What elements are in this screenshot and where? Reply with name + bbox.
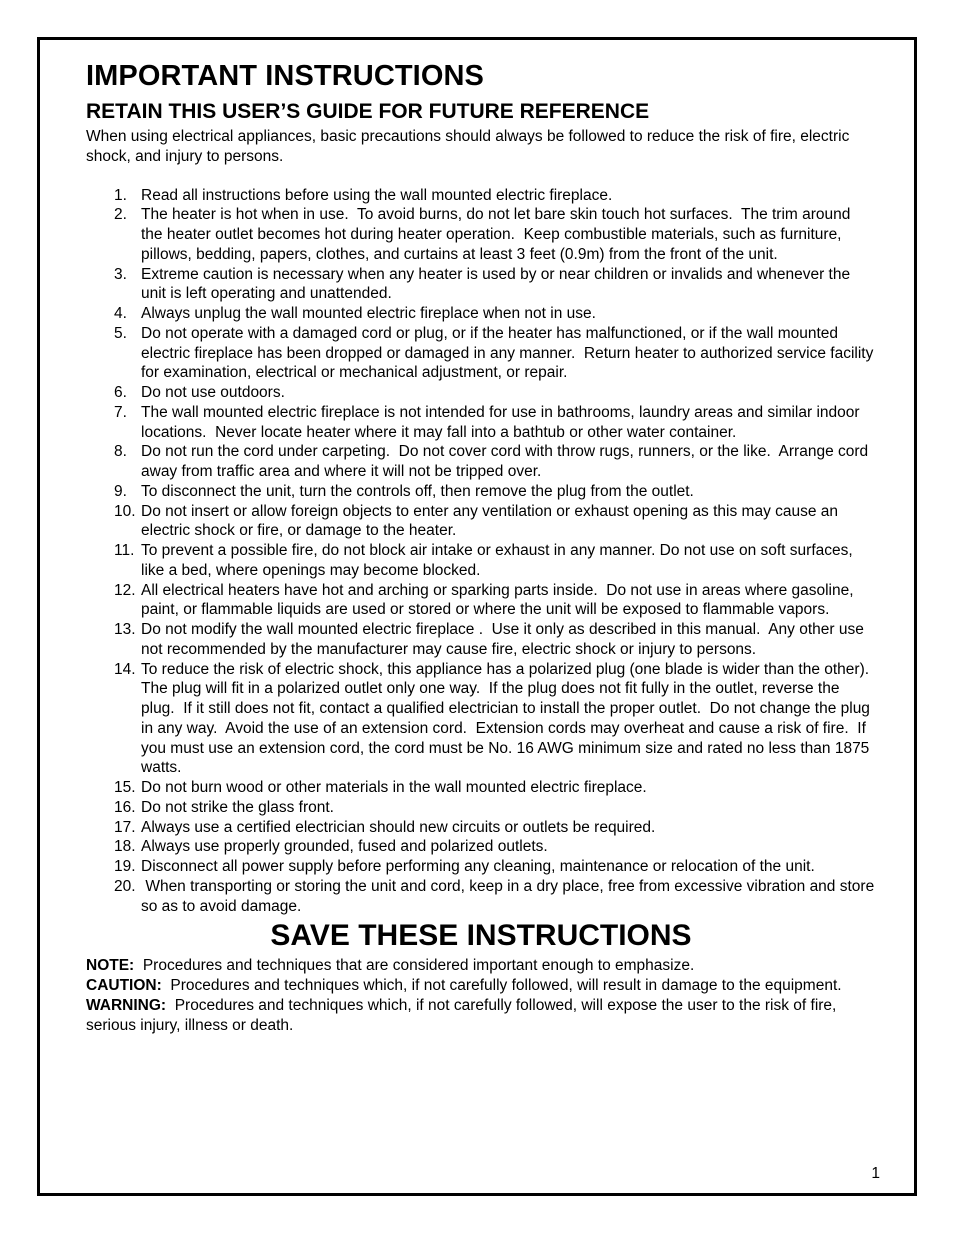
list-item-text: Do not insert or allow foreign objects to enter any ventilation or exhaust opening as this may cause an electric shock or fire, or damage to the heater. — [141, 502, 843, 540]
list-item-number: 20. — [114, 877, 136, 895]
list-item-text: Do not burn wood or other materials in the wall mounted electric fireplace. — [141, 779, 647, 797]
list-item — [86, 541, 876, 581]
list-item-number: 11. — [114, 542, 135, 560]
list-item — [86, 581, 876, 621]
list-item-text: Do not operate with a damaged cord or plug, or if the heater has malfunctioned, or if the wall mounted electric fireplace has been dropped or damaged in any manner. Return heater to authorized service facility for examination, electrical or mechanical adjustment, or repair. — [141, 324, 878, 382]
list-item — [86, 502, 876, 542]
list-item-text: To reduce the risk of electric shock, this appliance has a polarized plug (one blade is wider than the other). The plug will fit in a polarized outlet only one way. If the plug does not fit fully in the outlet, reverse the plug. If it still does not fit, contact a qualified electrician to install the proper outlet. Do not change the plug in any way. Avoid the use of an extension cord. Extension cords may overheat and cause a risk of fire. If you must use an extension cord, the cord must be No. 16 AWG minimum size and rated no less than 1875 watts. — [141, 660, 878, 777]
list-item — [86, 660, 876, 779]
intro-paragraph: When using electrical appliances, basic precautions should always be followed to reduce the risk of fire, electric shock, and injury to persons. — [86, 128, 850, 165]
list-item — [86, 324, 876, 383]
list-item-text: Always use properly grounded, fused and polarized outlets. — [141, 838, 548, 856]
note-text: Procedures and techniques which, if not carefully followed, will expose the user to the risk of fire, serious injury, illness or death. — [86, 996, 841, 1034]
list-item — [86, 877, 879, 917]
list-item-number: 15. — [114, 779, 136, 797]
list-item-text: Do not use outdoors. — [141, 384, 285, 402]
page-number: 1 — [871, 1165, 880, 1182]
note-label: WARNING: — [86, 996, 167, 1014]
list-item-text: Do not strike the glass front. — [141, 798, 334, 816]
list-item — [86, 818, 876, 838]
list-item — [86, 403, 876, 443]
list-item-text: The heater is hot when in use. To avoid burns, do not let bare skin touch hot surfaces. The trim around the heater outlet becomes hot during heater operation. Keep combustible materials, such as furniture, pillows, bedding, papers, clothes, and curtains at least 3 feet (0.9m) from the front of the unit. — [141, 206, 855, 263]
list-item-text: Read all instructions before using the wall mounted electric fireplace. — [141, 186, 613, 204]
list-item-number: 5. — [114, 324, 127, 342]
list-item-number: 3. — [114, 265, 127, 283]
note-text: Procedures and techniques which, if not carefully followed, will result in damage to the equipment. — [161, 977, 842, 995]
list-item-number: 13. — [114, 621, 136, 639]
list-item-text: Always use a certified electrician should new circuits or outlets be required. — [141, 818, 656, 836]
list-item-number: 8. — [114, 443, 127, 461]
list-item-number: 14. — [114, 660, 136, 678]
note-label: CAUTION: — [86, 977, 162, 995]
list-item — [86, 304, 876, 324]
page-title: IMPORTANT INSTRUCTIONS — [86, 60, 484, 92]
list-item — [86, 620, 876, 660]
list-item-number: 12. — [114, 581, 136, 599]
list-item — [86, 186, 876, 206]
list-item — [86, 205, 876, 264]
note-text: Procedures and techniques that are considered important enough to emphasize. — [134, 957, 695, 975]
note-label: NOTE: — [86, 957, 135, 975]
list-item-text: To disconnect the unit, turn the controls off, then remove the plug from the outlet. — [141, 482, 694, 500]
list-item — [86, 482, 876, 502]
list-item-number: 2. — [114, 206, 127, 224]
list-item-number: 19. — [114, 858, 136, 876]
safety-rules-list — [86, 186, 879, 917]
list-item-text: Do not modify the wall mounted electric fireplace . Use it only as described in this manual. Any other use not recommended by the manufacturer may cause fire, electric shock or injury to persons. — [141, 621, 869, 658]
list-item-text: Extreme caution is necessary when any heater is used by or near children or invalids and whenever the unit is left operating and unattended. — [141, 265, 855, 303]
list-item-text: Disconnect all power supply before performing any cleaning, maintenance or relocation of the unit. — [141, 858, 815, 876]
list-item-text: The wall mounted electric fireplace is not intended for use in bathrooms, laundry areas and similar indoor locations. Never locate heater where it may fall into a bathtub or other water container. — [141, 403, 864, 441]
list-item-number: 18. — [114, 838, 136, 856]
list-item — [86, 383, 876, 403]
page-border — [37, 37, 917, 1196]
list-item — [86, 778, 876, 798]
list-item-text: Do not run the cord under carpeting. Do not cover cord with throw rugs, runners, or the like. Arrange cord away from traffic area and where it will not be tripped over. — [141, 443, 873, 481]
list-item-number: 9. — [114, 482, 127, 500]
list-item-number: 17. — [114, 818, 136, 836]
list-item — [86, 265, 876, 305]
list-item — [86, 798, 876, 818]
note-paragraph — [86, 976, 876, 996]
list-item-text: Always unplug the wall mounted electric fireplace when not in use. — [141, 305, 596, 323]
list-item — [86, 857, 876, 877]
page-subtitle: RETAIN THIS USER’S GUIDE FOR FUTURE REFERENCE — [86, 100, 650, 123]
list-item-number: 1. — [114, 186, 127, 204]
page-content — [86, 58, 879, 1036]
list-item-number: 7. — [114, 403, 127, 421]
list-item-number: 6. — [114, 384, 127, 402]
list-item-number: 16. — [114, 798, 136, 816]
list-item — [86, 837, 876, 857]
note-paragraph — [86, 996, 876, 1036]
notes-section — [86, 956, 876, 1035]
save-instructions-heading: SAVE THESE INSTRUCTIONS — [270, 919, 692, 953]
list-item — [86, 442, 876, 482]
list-item-text: To prevent a possible fire, do not block air intake or exhaust in any manner. Do not use on soft surfaces, like a bed, where openings may become blocked. — [141, 542, 857, 579]
note-paragraph — [86, 956, 876, 976]
list-item-text: When transporting or storing the unit and cord, keep in a dry place, free from excessive vibration and store so as to avoid damage. — [141, 877, 879, 915]
list-item-number: 4. — [114, 305, 127, 323]
list-item-number: 10. — [114, 502, 136, 520]
list-item-text: All electrical heaters have hot and arching or sparking parts inside. Do not use in areas where gasoline, paint, or flammable liquids are used or stored or where the unit will be exposed to flammable vapors. — [141, 581, 858, 619]
